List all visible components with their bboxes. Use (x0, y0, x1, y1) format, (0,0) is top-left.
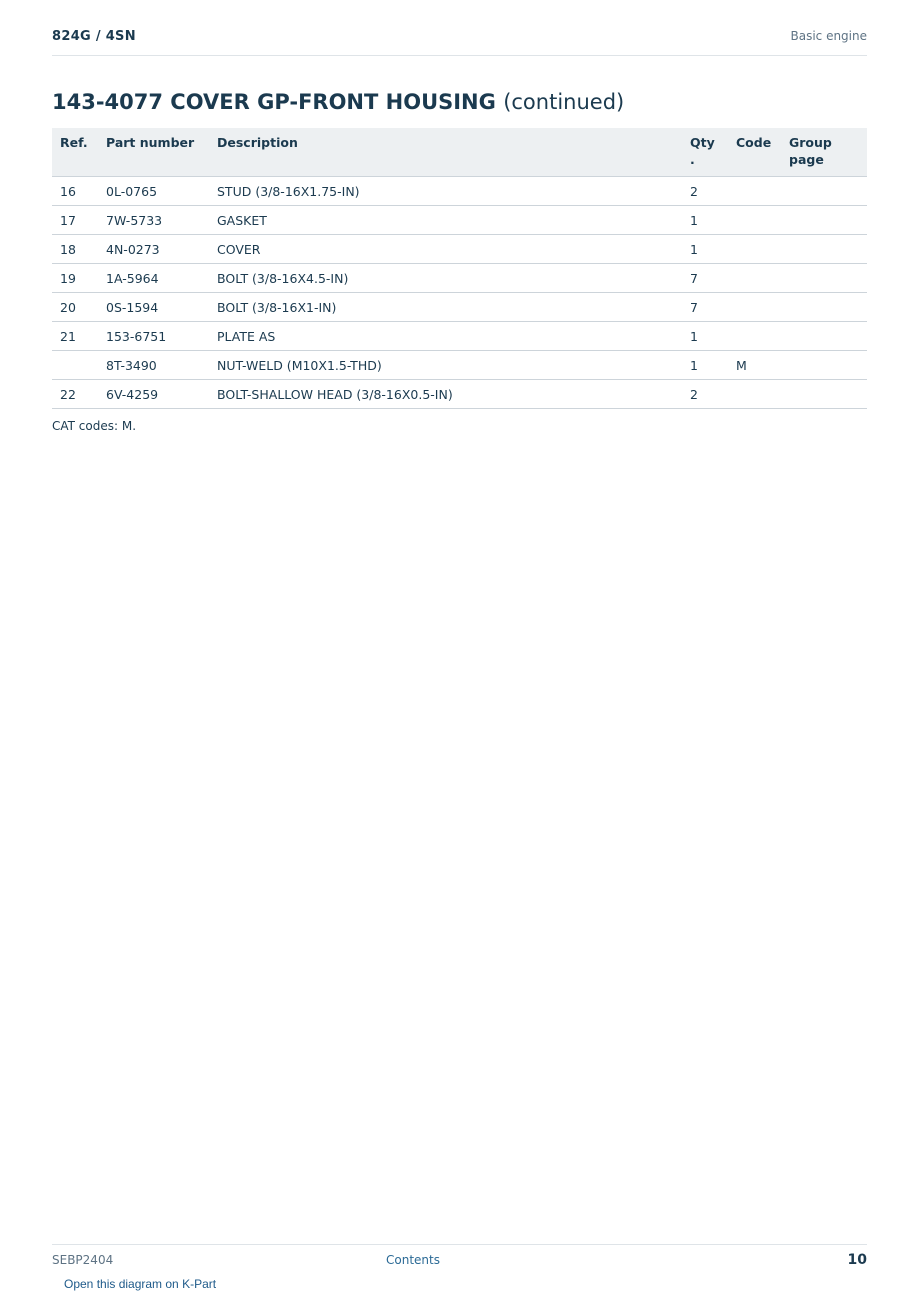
cell-qty: 1 (682, 206, 728, 235)
table-row (52, 177, 867, 206)
cat-codes-note: CAT codes: M. (52, 419, 137, 433)
cell-part-number: 0L-0765 (98, 177, 209, 206)
cell-part-number: 8T-3490 (98, 351, 209, 380)
cell-qty: 1 (682, 351, 728, 380)
header-divider (52, 55, 867, 56)
column-header-group-page (781, 128, 867, 177)
cell-group-page (781, 264, 867, 293)
page-number: 10 (847, 1252, 867, 1268)
cell-description: COVER (209, 235, 682, 264)
cell-description: NUT-WELD (M10X1.5-THD) (209, 351, 682, 380)
cell-qty: 2 (682, 380, 728, 409)
cell-group-page (781, 235, 867, 264)
contents-link[interactable]: Contents (386, 1253, 440, 1267)
footer-divider (52, 1244, 867, 1245)
cell-code (728, 206, 781, 235)
cell-group-page (781, 293, 867, 322)
cell-description: PLATE AS (209, 322, 682, 351)
cell-code: M (728, 351, 781, 380)
parts-table-header (52, 128, 867, 177)
cell-description: BOLT (3/8-16X4.5-IN) (209, 264, 682, 293)
cell-qty: 1 (682, 322, 728, 351)
cell-code (728, 380, 781, 409)
section-name: Basic engine (790, 29, 867, 43)
cell-qty: 1 (682, 235, 728, 264)
column-header-qty (682, 128, 728, 177)
table-row (52, 206, 867, 235)
table-row (52, 322, 867, 351)
column-header-qty-line1: Qty (690, 135, 715, 150)
table-row (52, 380, 867, 409)
column-header-group-line1: Group (789, 135, 832, 150)
cell-ref: 20 (52, 293, 98, 322)
cell-code (728, 264, 781, 293)
cell-group-page (781, 351, 867, 380)
cell-ref: 18 (52, 235, 98, 264)
cell-group-page (781, 322, 867, 351)
cell-part-number: 6V-4259 (98, 380, 209, 409)
assembly-title: 143-4077 COVER GP-FRONT HOUSING (52, 90, 496, 114)
cell-code (728, 293, 781, 322)
cell-description: STUD (3/8-16X1.75-IN) (209, 177, 682, 206)
column-header-code: Code (728, 128, 781, 177)
page-header (52, 29, 867, 44)
continued-label: (continued) (503, 90, 625, 114)
cell-part-number: 4N-0273 (98, 235, 209, 264)
cell-ref: 16 (52, 177, 98, 206)
cell-ref: 22 (52, 380, 98, 409)
table-row (52, 351, 867, 380)
parts-table (52, 128, 867, 409)
cell-part-number: 153-6751 (98, 322, 209, 351)
cell-description: BOLT (3/8-16X1-IN) (209, 293, 682, 322)
cell-code (728, 322, 781, 351)
column-header-part-number: Part number (98, 128, 209, 177)
page-title (52, 90, 624, 114)
open-kpart-link[interactable]: Open this diagram on K-Part (64, 1277, 217, 1291)
cell-qty: 2 (682, 177, 728, 206)
machine-model: 824G / 4SN (52, 29, 136, 44)
cell-code (728, 235, 781, 264)
column-header-description: Description (209, 128, 682, 177)
column-header-qty-line2: . (690, 152, 695, 167)
cell-code (728, 177, 781, 206)
cell-qty: 7 (682, 264, 728, 293)
document-id: SEBP2404 (52, 1253, 114, 1267)
cell-part-number: 7W-5733 (98, 206, 209, 235)
table-row (52, 293, 867, 322)
cell-group-page (781, 380, 867, 409)
parts-table-body (52, 177, 867, 409)
cell-group-page (781, 206, 867, 235)
cell-part-number: 1A-5964 (98, 264, 209, 293)
column-header-group-line2: page (789, 152, 824, 167)
column-header-ref: Ref. (52, 128, 98, 177)
cell-qty: 7 (682, 293, 728, 322)
cell-ref: 21 (52, 322, 98, 351)
cell-description: BOLT-SHALLOW HEAD (3/8-16X0.5-IN) (209, 380, 682, 409)
cell-group-page (781, 177, 867, 206)
cell-ref: 17 (52, 206, 98, 235)
table-row (52, 264, 867, 293)
cell-ref (52, 351, 98, 380)
cell-ref: 19 (52, 264, 98, 293)
table-row (52, 235, 867, 264)
cell-description: GASKET (209, 206, 682, 235)
cell-part-number: 0S-1594 (98, 293, 209, 322)
